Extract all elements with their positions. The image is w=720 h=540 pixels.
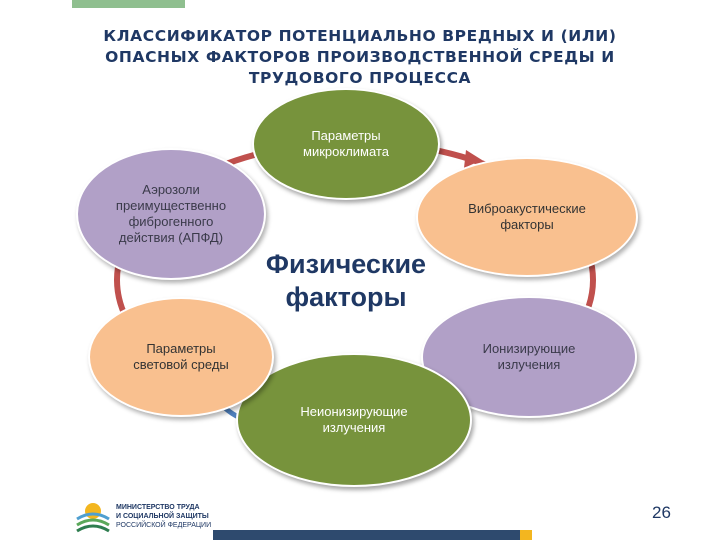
node-lighting-line-1: Параметры [146,341,216,356]
node-aerosols [76,148,266,280]
ministry-logo-wave-3 [77,526,109,531]
ministry-name-line-3: РОССИЙСКОЙ ФЕДЕРАЦИИ [116,522,212,529]
node-microclimate [252,88,440,200]
center-label-line-1: Физические [265,249,427,279]
node-non-ionizing [236,353,472,487]
ministry-name-line-1: МИНИСТЕРСТВО ТРУДА [116,504,200,511]
node-vibroacoustic [416,157,638,277]
ministry-logo-sun [85,503,101,519]
title-line-1: КЛАССИФИКАТОР ПОТЕНЦИАЛЬНО ВРЕДНЫХ И (ИЛИ) [103,27,617,45]
node-lighting-line-2: световой среды [133,357,229,372]
node-ionizing-line-2: излучения [497,357,561,372]
node-lighting [88,297,274,417]
page-number: 26 [652,503,671,522]
node-microclimate-line-2: микроклимата [303,144,389,159]
node-ionizing-line-1: Ионизирующие [482,341,576,356]
node-microclimate-line-1: Параметры [311,128,381,143]
node-aerosols-line-1: Аэрозоли [142,182,200,197]
footer-bar [213,530,520,540]
center-label-line-2: факторы [285,282,407,312]
center-label [248,248,444,314]
node-non-ionizing-line-2: излучения [322,420,386,435]
node-vibroacoustic-line-1: Виброакустические [468,201,586,216]
ministry-logo-icon [75,499,111,535]
node-aerosols-line-2: преимущественно [115,198,227,213]
node-non-ionizing-line-1: Неионизирующие [300,404,408,419]
node-aerosols-line-4: действия (АПФД) [118,230,224,245]
node-vibroacoustic-line-2: факторы [500,217,554,232]
ministry-name [116,503,211,530]
node-aerosols-line-3: фиброгенного [128,214,214,229]
footer-bar-accent [520,530,532,540]
ministry-logo-wave-2 [77,520,109,525]
title-line-3: ТРУДОВОГО ПРОЦЕССА [248,69,472,87]
ministry-name-line-2: И СОЦИАЛЬНОЙ ЗАЩИТЫ [116,513,209,520]
title-line-2: ОПАСНЫХ ФАКТОРОВ ПРОИЗВОДСТВЕННОЙ СРЕДЫ И [105,48,615,66]
